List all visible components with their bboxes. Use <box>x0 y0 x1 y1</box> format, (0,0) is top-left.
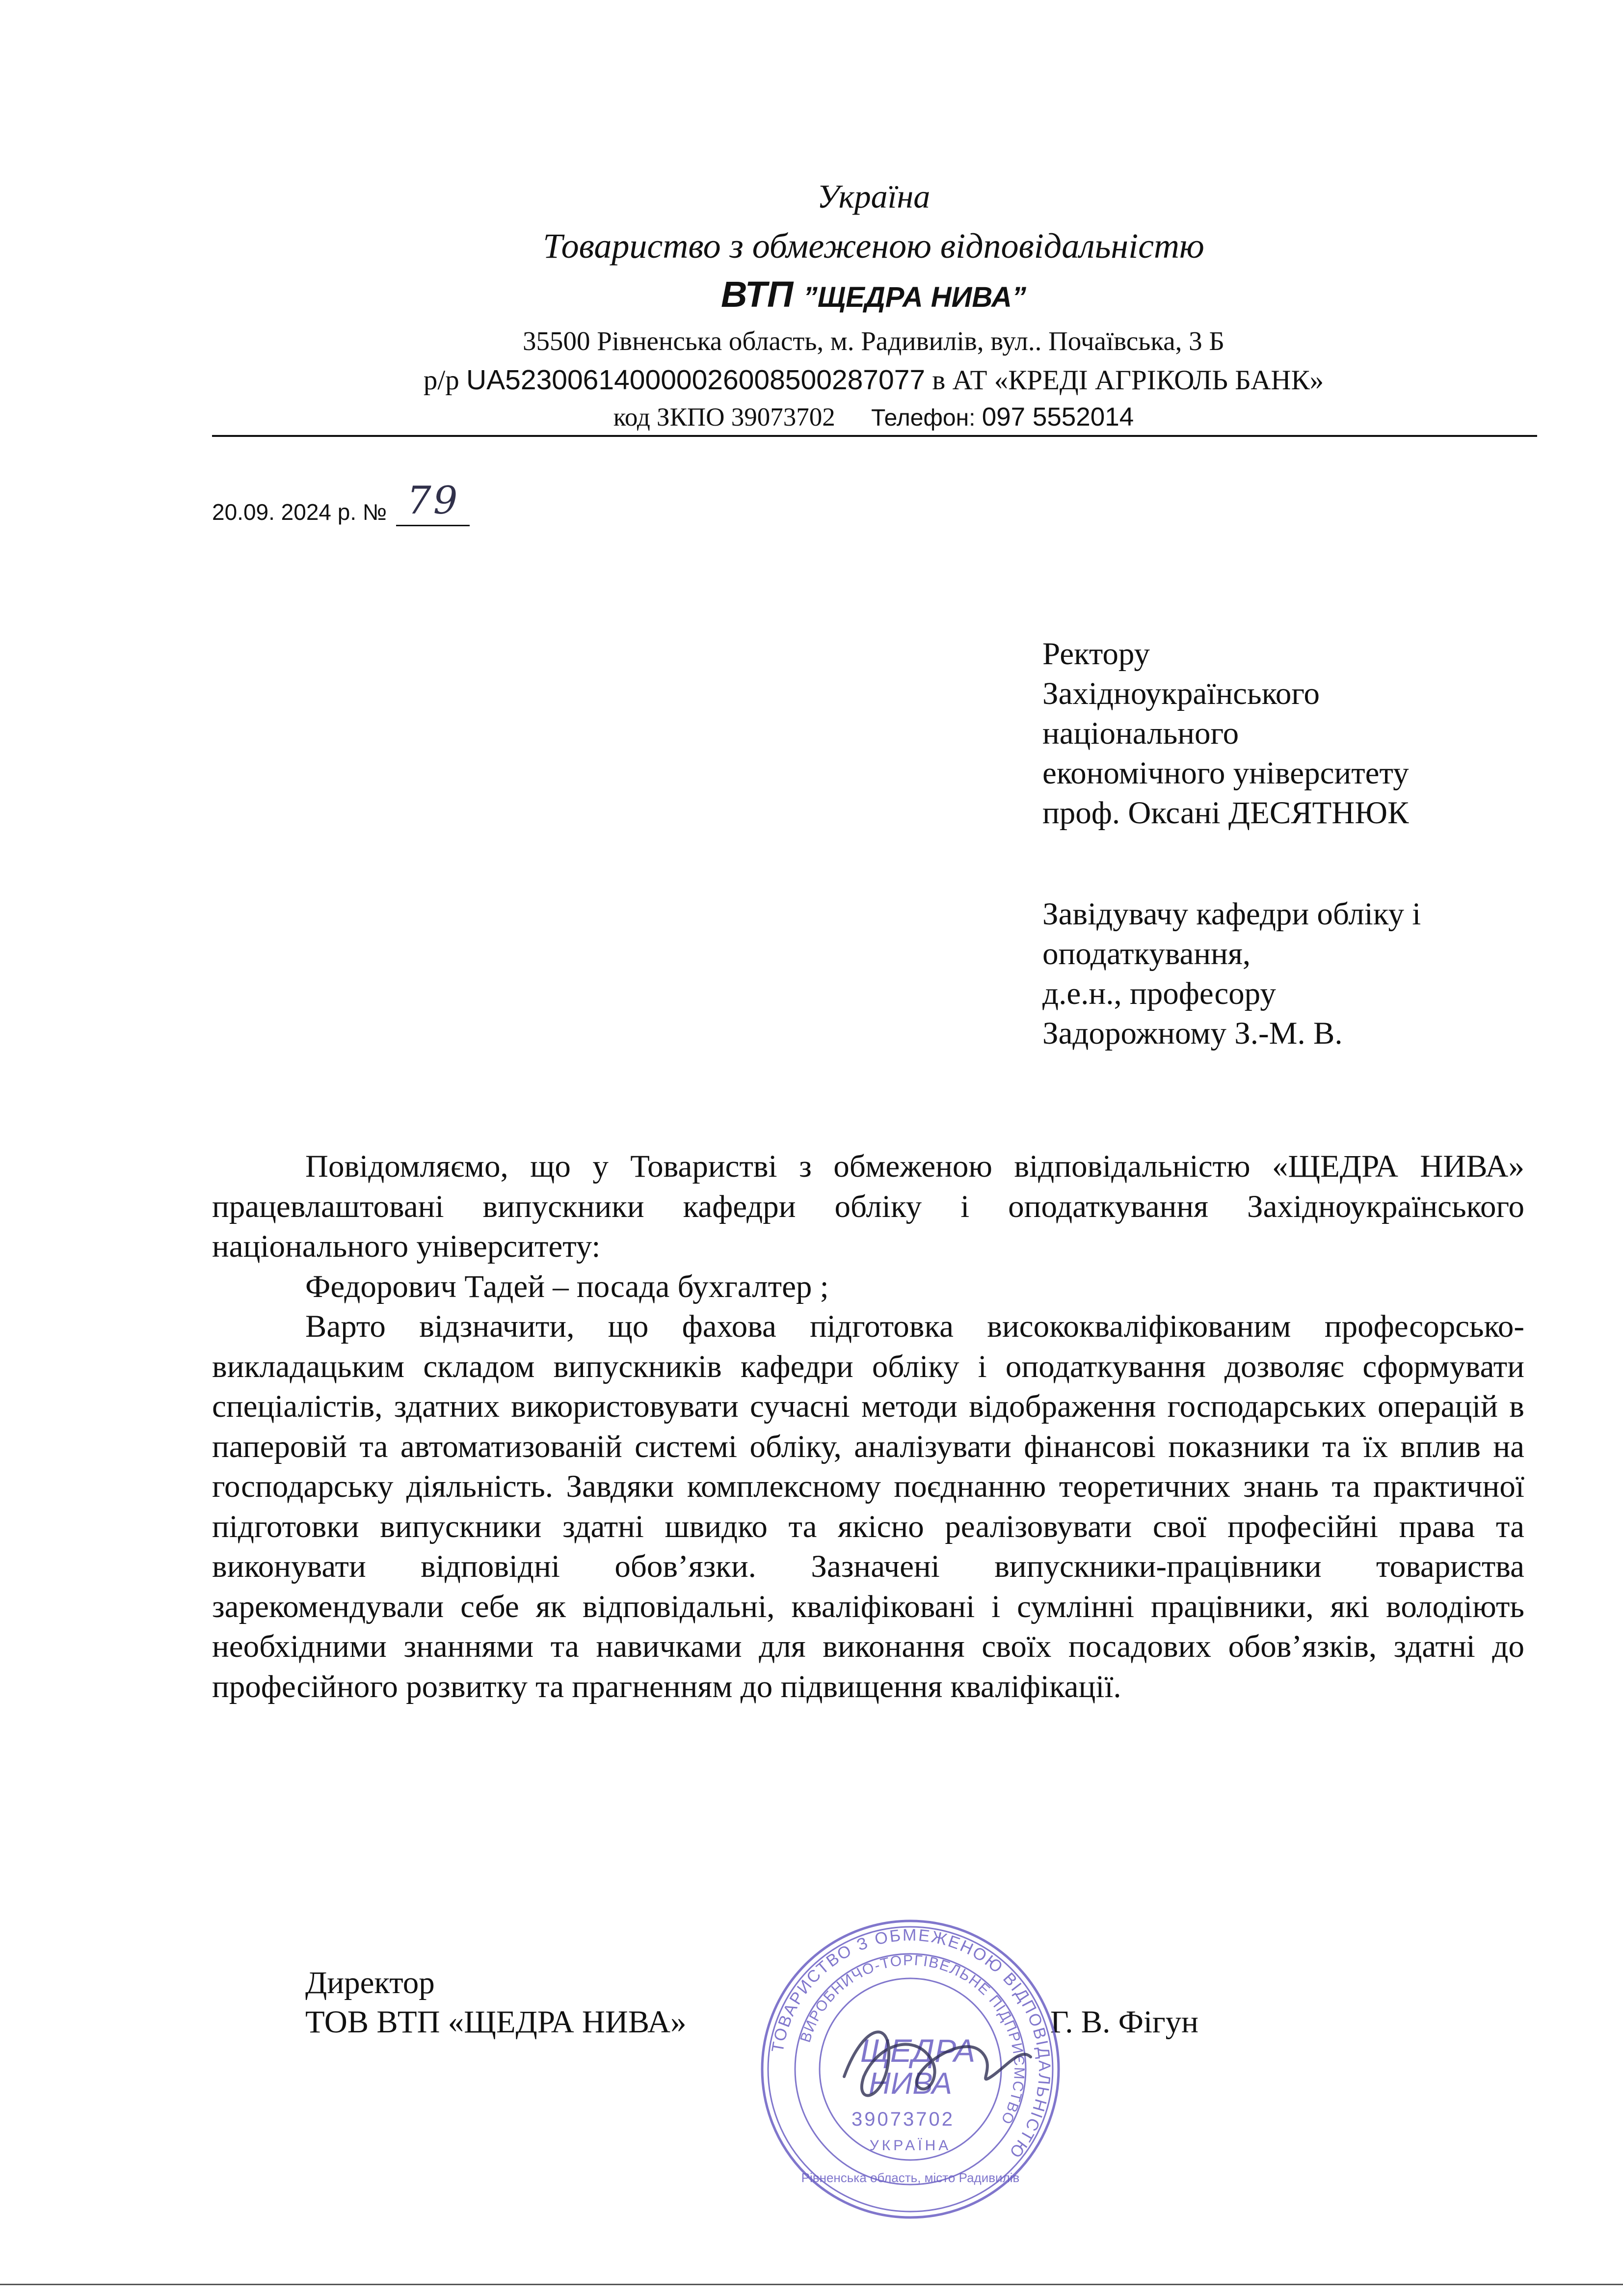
company-quote-open: ” <box>803 281 818 313</box>
company-main-name: ЩЕДРА НИВА <box>817 281 1012 313</box>
account-number: UA523006140000026008500287077 <box>466 364 926 396</box>
signature-name: Г. В. Фігун <box>1050 2004 1198 2040</box>
account-bank: в АТ «КРЕДІ АГРІКОЛЬ БАНК» <box>932 365 1324 396</box>
body-paragraph-employee: Федорович Тадей – посада бухгалтер ; <box>305 1269 829 1304</box>
letterhead-account <box>211 363 1536 397</box>
outgoing-date-number <box>212 479 470 526</box>
seal-region: Рівненська область, місто Радивилів <box>801 2170 1020 2185</box>
addressee-rector <box>1042 634 1563 833</box>
phone-number: 097 5552014 <box>982 403 1134 432</box>
outgoing-number-handwritten: 79 <box>407 479 460 523</box>
addressee-line: національного <box>1042 716 1239 751</box>
body-paragraph-intro: Повідомляємо, що у Товаристві з обмеженою відповідальністю «ЩЕДРА НИВА» працевлаштовані випускники кафедри обліку і оподаткування Західноукраїнського національного університету: <box>212 1149 1524 1264</box>
letter-body <box>212 1147 1524 1707</box>
letterhead-divider <box>212 435 1537 437</box>
handwritten-signature <box>834 2003 1040 2121</box>
letterhead-country: Україна <box>817 178 931 215</box>
seal-center-line1: ЩЕДРА <box>860 2032 976 2069</box>
addressee-line: Завідувачу кафедри обліку і <box>1042 896 1421 932</box>
seal-outer-text: ТОВАРИСТВО З ОБМЕЖЕНОЮ ВІДПОВІДАЛЬНІСТЮ <box>768 1925 1054 2162</box>
signature-title: Директор <box>305 1965 435 2000</box>
addressee-line: оподаткування, <box>1042 936 1251 972</box>
seal-country: УКРАЇНА <box>869 2137 952 2154</box>
account-label: р/р <box>423 365 459 396</box>
letterhead-legal-form: Товариство з обмеженою відповідальністю <box>543 226 1204 266</box>
seal-inner-text: ВИРОБНИЧО-ТОРГІВЕЛЬНЕ ПІДПРИЄМСТВО <box>797 1952 1028 2128</box>
addressee-line: Задорожному З.-М. В. <box>1042 1016 1343 1051</box>
page-bottom-edge <box>0 2284 1623 2285</box>
seal-center-line2: НИВА <box>869 2067 952 2101</box>
addressee-line: д.е.н., професору <box>1042 976 1276 1011</box>
company-quote-close: ” <box>1011 281 1026 313</box>
letterhead-company-name <box>211 273 1536 319</box>
outgoing-date: 20.09. 2024 р. № <box>212 499 387 525</box>
code-label: код ЗКПО 39073702 <box>613 403 835 432</box>
addressee-line: економічного університету <box>1042 756 1409 791</box>
signature-organization: ТОВ ВТП «ЩЕДРА НИВА» <box>305 2004 687 2040</box>
addressee-line: Ректору <box>1042 636 1150 672</box>
addressee-line: Західноукраїнського <box>1042 676 1320 711</box>
letterhead-address: 35500 Рівненська область, м. Радивилів, вул.. Почаївська, 3 Б <box>522 326 1225 356</box>
company-prefix: ВТП <box>721 274 794 315</box>
outgoing-number-field <box>396 479 470 526</box>
seal-code: 39073702 <box>851 2108 955 2130</box>
addressee-line: проф. Оксані ДЕСЯТНЮК <box>1042 795 1409 831</box>
letterhead-code-phone <box>211 402 1536 434</box>
phone-label: Телефон: <box>871 405 976 431</box>
body-paragraph-evaluation: Варто відзначити, що фахова підготовка висококваліфікованим професорсько-викладацьким складом випускників кафедри обліку і оподаткування дозволяє сформувати спеціалістів, здатних використовувати сучасні методи відображення господарських операцій в паперовій та автоматизованій системі обліку, аналізувати фінансові показники та їх вплив на господарську діяльність. Завдяки комплексному поєднанню теоретичних знань та практичної підготовки випускники здатні швидко та якісно реалізовувати свої професійні права та виконувати відповідні обов’язки. Зазначені випускники-працівники товариства зарекомендували себе як відповідальні, кваліфіковані і сумлінні працівники, які володіють необхідними знаннями та навичками для виконання своїх посадових обов’язків, здатні до професійного розвитку та прагненням до підвищення кваліфікації. <box>212 1309 1524 1704</box>
addressee-department-head <box>1042 894 1563 1053</box>
